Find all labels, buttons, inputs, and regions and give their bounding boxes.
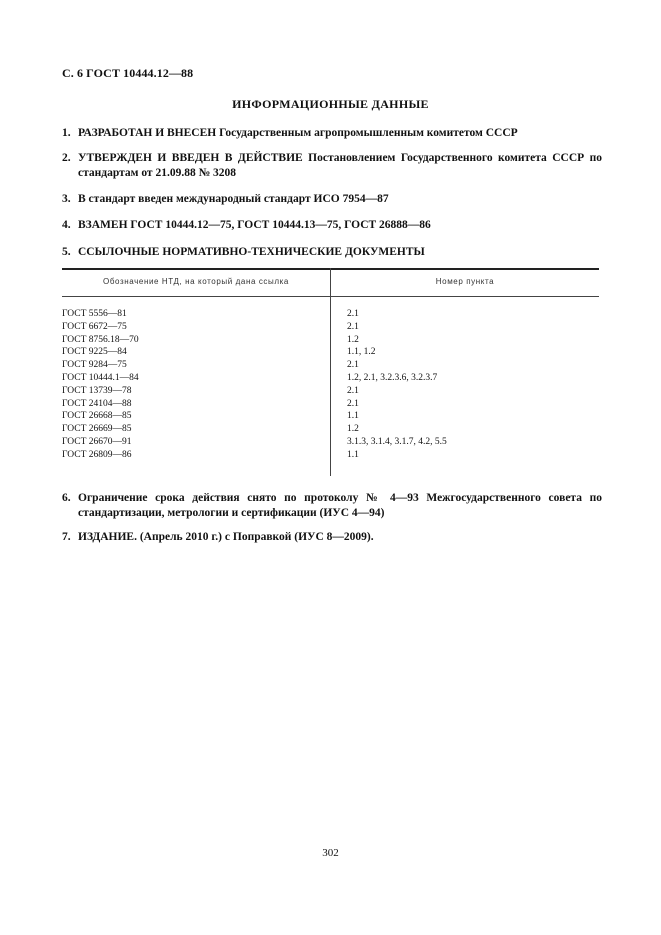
item-text: Ограничение срока действия снято по протоколу № 4—93 Межгосударственного совета по стандартизации, метрологии и сертификации (ИУС 4—94): [78, 492, 602, 519]
item-text: В стандарт введен международный стандарт ИСО 7954—87: [78, 193, 389, 205]
clause-cell: 1.2: [347, 334, 359, 345]
table-row: [62, 359, 599, 372]
document-cell: ГОСТ 9284—75: [62, 360, 127, 371]
table-row: [62, 398, 599, 411]
info-item-5: [62, 245, 602, 260]
document-cell: ГОСТ 26668—85: [62, 411, 132, 422]
clause-cell: 3.1.3, 3.1.4, 3.1.7, 4.2, 5.5: [347, 436, 447, 447]
clause-cell: 2.1: [347, 321, 359, 332]
column-header-document: Обозначение НТД, на который дана ссылка: [103, 277, 289, 286]
table-row: [62, 436, 599, 449]
info-item-2: [62, 151, 602, 181]
document-cell: ГОСТ 26809—86: [62, 449, 132, 460]
clause-cell: 1.1: [347, 449, 359, 460]
table-row: [62, 334, 599, 347]
page-number: 302: [322, 847, 339, 859]
item-number: 2.: [62, 152, 71, 164]
table-row: [62, 321, 599, 334]
page-header: С. 6 ГОСТ 10444.12—88: [62, 66, 194, 80]
document-cell: ГОСТ 10444.1—84: [62, 372, 139, 383]
clause-cell: 2.1: [347, 360, 359, 371]
clause-cell: 2.1: [347, 309, 359, 319]
item-number: 1.: [62, 127, 71, 139]
document-cell: ГОСТ 8756.18—70: [62, 334, 139, 345]
item-text: РАЗРАБОТАН И ВНЕСЕН Государственным агропромышленным комитетом СССР: [78, 127, 518, 139]
document-cell: ГОСТ 26669—85: [62, 424, 132, 435]
clause-cell: 1.1, 1.2: [347, 347, 376, 358]
info-item-1: [62, 126, 602, 141]
document-cell: ГОСТ 9225—84: [62, 347, 127, 358]
table-row: [62, 410, 599, 423]
table-row: [62, 449, 599, 462]
table-row: [62, 346, 599, 359]
item-number: 5.: [62, 246, 71, 258]
document-cell: ГОСТ 24104—88: [62, 398, 132, 409]
item-text: ИЗДАНИЕ. (Апрель 2010 г.) с Поправкой (ИУС 8—2009).: [78, 531, 374, 543]
item-number: 7.: [62, 531, 71, 543]
column-header-clause: Номер пункта: [435, 277, 495, 286]
item-number: 3.: [62, 193, 71, 205]
info-item-7: [62, 530, 602, 545]
document-cell: ГОСТ 5556—81: [62, 309, 127, 319]
info-item-3: [62, 192, 602, 207]
item-text: УТВЕРЖДЕН И ВВЕДЕН В ДЕЙСТВИЕ Постановлением Государственного комитета СССР по стандартам от 21.09.88 № 3208: [78, 152, 602, 179]
table-row: [62, 423, 599, 436]
table-row: [62, 385, 599, 398]
item-text: ССЫЛОЧНЫЕ НОРМАТИВНО-ТЕХНИЧЕСКИЕ ДОКУМЕНТЫ: [78, 246, 425, 258]
info-item-4: [62, 218, 602, 233]
table-row: [62, 308, 599, 321]
item-text: ВЗАМЕН ГОСТ 10444.12—75, ГОСТ 10444.13—75, ГОСТ 26888—86: [78, 219, 431, 231]
clause-cell: 1.1: [347, 411, 359, 422]
document-cell: ГОСТ 26670—91: [62, 436, 132, 447]
item-number: 6.: [62, 492, 71, 504]
table-row: [62, 372, 599, 385]
table-body: [62, 308, 599, 462]
clause-cell: 1.2: [347, 424, 359, 435]
clause-cell: 2.1: [347, 385, 359, 396]
clause-cell: 1.2, 2.1, 3.2.3.6, 3.2.3.7: [347, 372, 438, 383]
document-cell: ГОСТ 13739—78: [62, 385, 132, 396]
section-title: ИНФОРМАЦИОННЫЕ ДАННЫЕ: [232, 97, 429, 111]
document-cell: ГОСТ 6672—75: [62, 321, 127, 332]
item-number: 4.: [62, 219, 71, 231]
info-item-6: [62, 491, 602, 521]
clause-cell: 2.1: [347, 398, 359, 409]
